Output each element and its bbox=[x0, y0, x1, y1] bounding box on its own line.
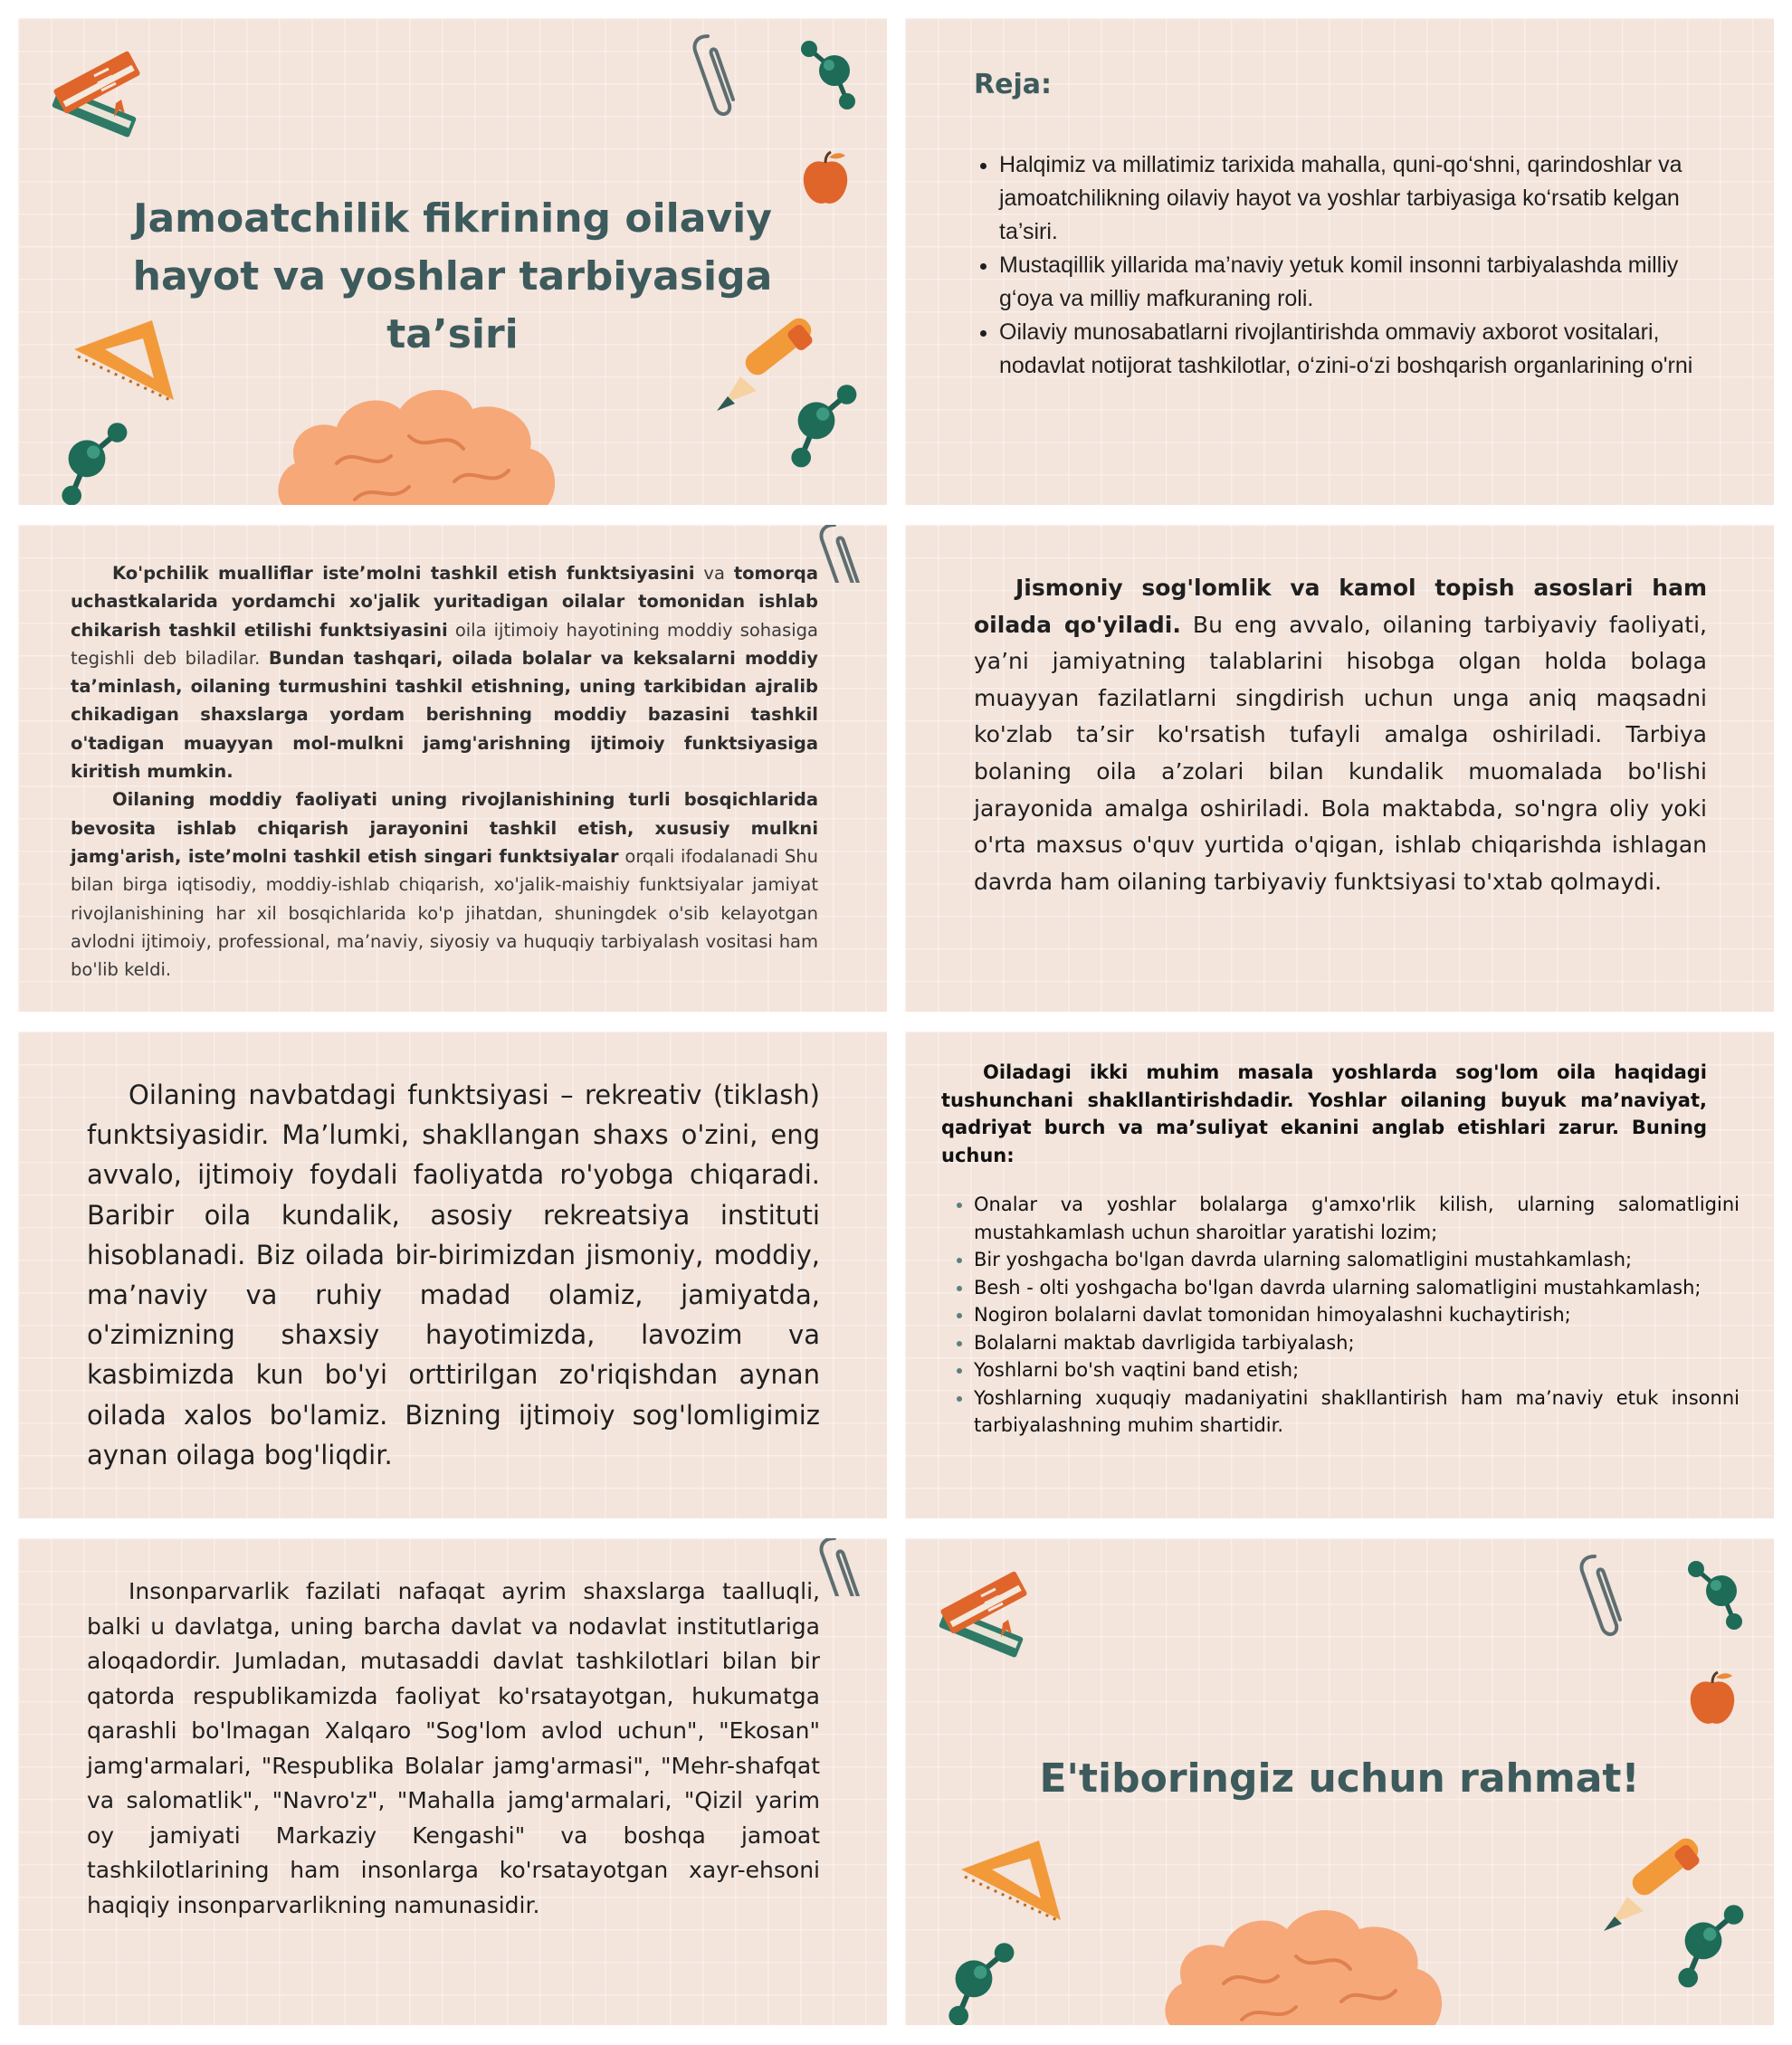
task-item: • Nogiron bolalarni davlat tomonidan himoyalashni kuchaytirish; bbox=[974, 1301, 1740, 1329]
bold-text: Bundan tashqari, oilada bolalar va keksalarni moddiy ta’minlash, oilaning turmushini tashkil etishning, uning tarkibidan ajralib chikadigan shaxslarga yordam berishning moddiy bazasini tashkil o'tadigan muayyan mol-mulkni jamg'arishning ijtimoiy funktsiyasiga kiritish mumkin. bbox=[71, 647, 818, 783]
books-icon bbox=[45, 45, 172, 154]
task-item: • Onalar va yoshlar bolalarga g'amxo'rlik kilish, ularning salomatligini mustahkamlash uchun sharoitlar yaratishi lozim; bbox=[974, 1191, 1740, 1246]
tasks-intro bbox=[941, 1059, 1707, 1169]
brain-icon bbox=[273, 373, 563, 505]
paragraph: Oilaning navbatdagi funktsiyasi – rekreativ (tiklash) funktsiyasidir. Ma’lumki, shakllangan shaxs o'zini, eng avvalo, ijtimoiy foydali faoliyatda ro'yobga chiqaradi. Baribir oila kundalik, asosiy rekreatsiya instituti hisoblanadi. Biz oilada bir-birimizdan jismoniy, moddiy, ma’naviy va ruhiy madad olamiz, jamiyatda, o'zimizning shaxsiy hayotimizda, lavozim va kasbimizda kun bo'yi orttirilgan zo'riqishdan aynan oilada xalos bo'lamiz. Bizning ijtimoiy sog'lomligimiz aynan oilaga bog'liqdir. bbox=[87, 1080, 820, 1470]
bold-text: tomorqa uchastkalarida yordamchi xo'jalik yuritadigan oilalar tomonidan ishlab chikarish tashkil etilishi funktsiyasini bbox=[71, 563, 819, 641]
paragraph: Oiladagi ikki muhim masala yoshlarda sog'lom oila haqidagi tushunchani shakllantirishdadir. Yoshlar oilaning buyuk ma’naviyat, qadriyat burch va ma’suliyat ekanini anglab etishlari zarur. Buning uchun: bbox=[941, 1061, 1707, 1166]
paragraph bbox=[71, 785, 818, 984]
paperclip-icon bbox=[815, 1538, 869, 1596]
task-item: • Bir yoshgacha bo'lgan davrda ularning salomatligini mustahkamlash; bbox=[974, 1246, 1740, 1274]
paperclip-icon bbox=[815, 525, 869, 583]
paragraph: Insonparvarlik fazilati nafaqat ayrim shaxslarga taalluqli, balki u davlatga, uning barcha davlat va nodavlat institutlariga aloqadordir. Jumladan, mutasaddi davlat tashkilotlari bilan bir qatorda respublikamizda faoliyat ko'rsatayotgan, hukumatga qarashli bo'lmagan Xalqaro "Sog'lom avlod uchun", "Ekosan" jamg'armalari, "Respublika Bolalar jamg'armasi", "Mehr-shafqat va salomatlik", "Navro'z", "Mahalla jamg'armalari, "Qizil yarim oy jamiyati Markaziy Kengashi" va boshqa jamoat tashkilotlarining ham insonlarga ko'rsatayotgan xayr-ehsoni haqiqiy insonparvarlikning namunasidir. bbox=[87, 1578, 820, 1918]
presentation-title: Jamoatchilik fikrining oilaviy hayot va yoshlar tarbiyasiga ta’siri bbox=[132, 195, 773, 357]
paragraph bbox=[974, 570, 1707, 900]
thanks-title: E'tiboringiz uchun rahmat! bbox=[1039, 1755, 1640, 1802]
slide-thanks bbox=[905, 1538, 1774, 2025]
molecule-icon bbox=[1685, 1560, 1749, 1636]
molecule-icon bbox=[1656, 1904, 1747, 1998]
text: Bu eng avvalo, oilaning tarbiyaviy faoliyati, ya’ni jamiyatning talablarini hisobga olgan holda bolaga muayyan fazilatlarni singdirish uchun unga aniq maqsadni ko'zlab ta’sir ko'rsatish tufayli amalga oshiriladi. Tarbiya bolaning oila a’zolari bilan kundalik muomalada bo'lishi jarayonida amalga oshiriladi. Bola maktabda, so'ngra oliy yoki o'rta maxsus o'quv yurtida o'qigan, ishlab chiqarishda ishlagan davrda ham oilaning tarbiyaviy funktsiyasi to'xtab qolmaydi. bbox=[974, 611, 1707, 895]
brain-icon bbox=[1160, 1893, 1450, 2025]
task-item: • Bolalarni maktab davrligida tarbiyalash; bbox=[974, 1329, 1740, 1357]
task-item: • Besh - olti yoshgacha bo'lgan davrda ularning salomatligini mustahkamlash; bbox=[974, 1274, 1740, 1302]
paperclip-icon bbox=[1575, 1551, 1629, 1641]
plan-list bbox=[974, 148, 1723, 383]
plan-item: • Mustaqillik yillarida ma’naviy yetuk komil insonni tarbiyalashda milliy g‘oya va milliy mafkuraning roli. bbox=[999, 249, 1723, 316]
slide-humanism bbox=[18, 1538, 887, 2025]
bold-text: Oilaning moddiy faoliyati uning rivojlanishining turli bosqichlarida bevosita ishlab chiqarish jarayonini tashkil etish, xususiy mulkni jamg'arish, iste’molni tashkil etish singari funktsiyalar bbox=[71, 789, 818, 867]
apple-icon bbox=[798, 150, 853, 210]
plan-item: • Halqimiz va millatimiz tarixida mahalla, quni-qo‘shni, qarindoshlar va jamoatchilikning oilaviy hayot va yoshlar tarbiyasiga ko‘rsatib kelgan ta’siri. bbox=[999, 148, 1723, 249]
molecule-icon bbox=[798, 40, 862, 116]
bold-text: Jismoniy sog'lomlik va kamol topish asoslari ham oilada qo'yiladi. bbox=[974, 575, 1707, 638]
molecule-icon bbox=[769, 384, 860, 478]
slide-title bbox=[18, 18, 887, 505]
functions-text bbox=[71, 559, 818, 984]
slide-recreation bbox=[18, 1032, 887, 1518]
task-item: • Yoshlarning xuquqiy madaniyatini shakllantirish ham ma’naviy etuk insonni tarbiyalashning muhim shartidir. bbox=[974, 1384, 1740, 1440]
text: orqali ifodalanadi Shu bilan birga iqtisodiy, moddiy-ishlab chiqarish, xo'jalik-maishiy funktsiyalar jamiyat rivojlanishining har xil bosqichlarida ko'p jihatdan, shuningdek o'sib kelayotgan avlodni ijtimoiy, professional, ma’naviy, siyosiy va huquqiy tarbiyalash vositasi ham bo'lib keldi. bbox=[71, 845, 818, 981]
text: oila ijtimoiy hayotining moddiy sohasiga tegishli deb biladilar. bbox=[71, 619, 818, 669]
paragraph bbox=[71, 559, 818, 785]
text: va bbox=[694, 563, 734, 584]
bold-text: Ko'pchilik mualliflar iste’molni tashkil etish funktsiyasini bbox=[112, 563, 695, 584]
molecule-icon bbox=[927, 1942, 1017, 2025]
humanism-text bbox=[87, 1574, 820, 1923]
task-item: • Yoshlarni bo'sh vaqtini band etish; bbox=[974, 1356, 1740, 1384]
apple-icon bbox=[1685, 1670, 1740, 1730]
slide-tasks bbox=[905, 1032, 1774, 1518]
plan-item: • Oilaviy munosabatlarni rivojlantirishda ommaviy axborot vositalari, nodavlat notijorat tashkilotlar, o‘zini-o‘zi boshqarish organlarining o'rni bbox=[999, 316, 1723, 383]
recreation-text bbox=[87, 1075, 820, 1475]
slide-functions bbox=[18, 525, 887, 1012]
health-text bbox=[974, 570, 1707, 900]
molecule-icon bbox=[40, 422, 130, 505]
slide-health bbox=[905, 525, 1774, 1012]
tasks-list bbox=[941, 1191, 1740, 1440]
paperclip-icon bbox=[688, 31, 742, 121]
slide-plan bbox=[905, 18, 1774, 505]
plan-heading: Reja: bbox=[974, 69, 1052, 100]
triangle-ruler-icon bbox=[956, 1830, 1068, 1929]
books-icon bbox=[932, 1565, 1059, 1674]
